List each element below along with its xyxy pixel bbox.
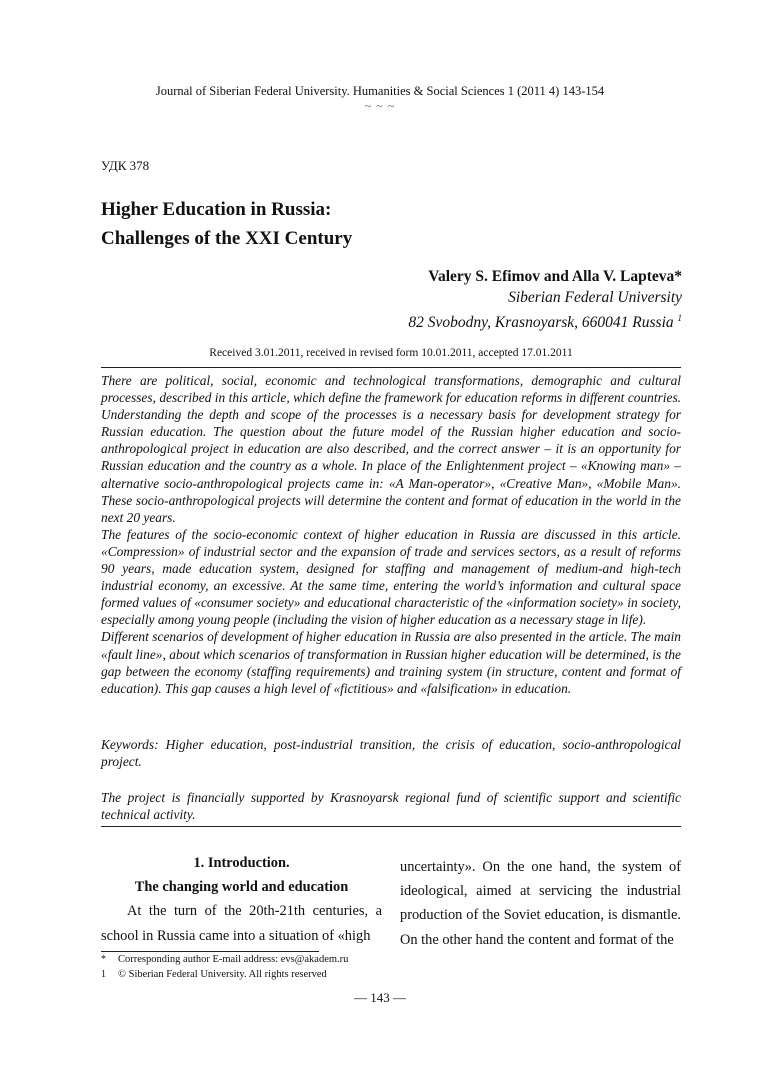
page-number: — 143 — [354,990,406,1005]
footnote-mark: 1 [101,968,106,980]
author-address [408,308,682,333]
abstract [101,372,681,697]
body-column-right [400,855,681,952]
footnote-rule [101,951,319,952]
abstract-paragraph-3: Different scenarios of development of higher education in Russia are also presented in the article. The main «fault line», about which scenarios of transformation in Russian higher education will be determined, is the gap between the economy (staffing requirements) and training system (in structure, content and format of education). This gap causes a high level of «fictitious» and «falsification» in education. [101,629,681,696]
author-affiliation: Siberian Federal University [508,289,682,306]
footnote-text: Corresponding author E-mail address: evs@akadem.ru [118,954,349,965]
author-block [408,266,682,333]
body-column-left [101,851,382,948]
journal-header: Journal of Siberian Federal University. Humanities & Social Sciences 1 (2011 4) 143-154 [155,84,605,98]
funding-note: The project is financially supported by Krasnoyarsk regional fund of scientific support and scientific technical activity. [101,790,681,823]
address-text: 82 Svobodny, Krasnoyarsk, 660041 Russia [408,314,674,332]
author-names: Valery S. Efimov and Alla V. Lapteva* [428,268,682,285]
title-line-1: Higher Education in Russia: [101,199,332,220]
section-heading: 1. Introduction. [193,855,290,871]
title-line-2: Challenges of the XXI Century [101,228,353,249]
abstract-paragraph-1: There are political, social, economic and technological transformations, demographic and cultural processes, described in this article, which define the framework for education reforms in different countries. Understanding the depth and scope of the processes is a necessary basis for development strategy for Russian education. The question about the future model of the Russian higher education and socio-anthropological project in education are also described, and the correct answer – it is an opportunity for Russian education and the country as a whole. In place of the Enlightenment project – «Knowing man» – alternative socio-anthropological projects came in: «A Man-operator», «Creative Man», «Mobile Man». These socio-anthropological projects will determine the content and format of education in the world in the next 20 years. [101,373,681,525]
abstract-bottom-rule [101,826,681,827]
footnote-mark: * [101,954,106,965]
received-dates: Received 3.01.2011, received in revised form 10.01.2011, accepted 17.01.2011 [209,347,573,359]
body-paragraph-left: At the turn of the 20th-21th centuries, a school in Russia came into a situation of «high [101,903,382,944]
article-title [101,195,352,253]
keywords: Keywords: Higher education, post-industrial transition, the crisis of education, socio-anthropological project. [101,737,681,770]
header-ornament: ~ ~ ~ [364,99,396,113]
section-subheading: The changing world and education [134,879,349,896]
udk-code: УДК 378 [101,158,150,173]
abstract-top-rule [101,367,681,368]
footnotes [101,953,348,982]
footnote-text: © Siberian Federal University. All rights reserved [118,968,327,980]
body-paragraph-right: uncertainty». On the one hand, the system of ideological, aimed at servicing the industrial production of the Soviet education, is dismantle. On the other hand the content and format of the [400,859,681,948]
address-footnote-mark: 1 [677,313,682,323]
footnote [101,968,348,983]
footnote [101,953,348,968]
abstract-paragraph-2: The features of the socio-economic context of higher education in Russia are discussed in this article. «Compression» of industrial sector and the expansion of trade and services sectors, as a result of reforms 90 years, made education system, designed for staffing and management of medium-and high-tech industrial economy, an excessive. At the same time, entering the world’s information and cultural space formed values of «consumer society» and educational characteristic of the «information society» in society, especially among young people (including the vision of higher education as a necessary stage in life). [101,526,681,628]
